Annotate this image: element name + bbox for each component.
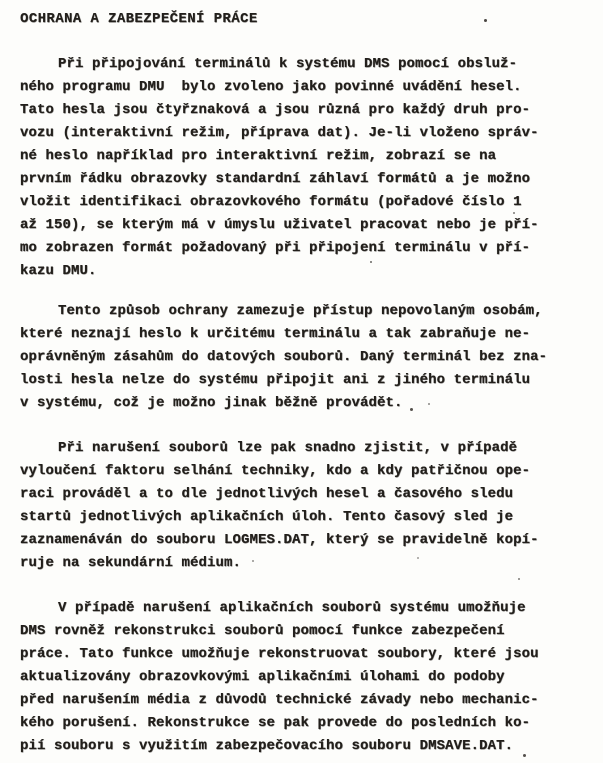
scan-speck <box>484 19 487 22</box>
text-line: V případě narušení aplikačních souborů systému umožňuje <box>58 600 526 616</box>
scan-speck <box>428 403 430 405</box>
scan-speck <box>513 212 515 214</box>
text-line: vložit identifikaci obrazovkového formátu (pořadové číslo 1 <box>20 194 522 210</box>
text-line: DMS rovněž rekonstrukci souborů pomocí funkce zabezpečení <box>20 623 505 639</box>
text-line: v systému, což je možno jinak běžně provádět. <box>20 395 403 411</box>
text-line: kazu DMU. <box>20 263 97 279</box>
text-line: né heslo například pro interaktivní režim, zobrazí se na <box>20 148 497 164</box>
scan-speck <box>410 408 413 411</box>
scan-speck <box>417 557 419 559</box>
document-title: OCHRANA A ZABEZPEČENÍ PRÁCE <box>20 11 258 27</box>
text-line: zaznamenáván do souboru LOGMES.DAT, který se pravidelně kopí- <box>20 532 539 548</box>
text-line: Tato hesla jsou čtyřznaková a jsou různá pro každý druh pro- <box>20 102 531 118</box>
text-line: vozu (interaktivní režim, příprava dat). Je-li vloženo správ- <box>20 125 539 141</box>
text-line: startů jednotlivých aplikačních úloh. Tento časový sled je <box>20 509 514 525</box>
text-line: ného programu DMU bylo zvoleno jako povinné uvádění hesel. <box>20 79 522 95</box>
paragraph-1 <box>20 53 589 283</box>
text-line: pií souboru s využitím zabezpečovacího souboru DMSAVE.DAT. <box>20 738 514 754</box>
text-line: ruje na sekundární médium. <box>20 555 242 571</box>
paragraph-4 <box>20 597 589 758</box>
scan-speck <box>518 578 520 580</box>
text-line: které neznají heslo k určitému terminálu a tak zabraňuje ne- <box>20 326 531 342</box>
text-line: práce. Tato funkce umožňuje rekonstruovat soubory, které jsou <box>20 646 539 662</box>
scan-speck <box>523 754 526 757</box>
text-line: před narušením média z důvodů technické závady nebo mechanic- <box>20 692 539 708</box>
text-line: Při připojování terminálů k systému DMS pomocí obsluž- <box>58 56 518 72</box>
text-line: až 150), se kterým má v úmyslu uživatel pracovat nebo je pří- <box>20 217 539 233</box>
paragraph-2 <box>20 300 589 415</box>
scan-speck <box>252 560 254 562</box>
text-line: losti hesla nelze do systému připojit ani z jiného terminálu <box>20 372 531 388</box>
text-line: Při narušení souborů lze pak snadno zjistit, v případě <box>58 440 518 456</box>
text-line: raci prováděl a to dle jednotlivých hesel a časového sledu <box>20 486 514 502</box>
text-line: oprávněným zásahům do datových souborů. Daný terminál bez zna- <box>20 349 548 365</box>
paragraph-3 <box>20 437 589 575</box>
text-line: aktualizovány obrazovkovými aplikačními úlohami do podoby <box>20 669 505 685</box>
text-line: Tento způsob ochrany zamezuje přístup nepovolaným osobám, <box>58 303 543 319</box>
text-line: mo zobrazen formát požadovaný při připojení terminálu v pří- <box>20 240 531 256</box>
text-line: vyloučení faktoru selhání techniky, kdo a kdy patřičnou ope- <box>20 463 531 479</box>
text-line: kého porušení. Rekonstrukce se pak provede do posledních ko- <box>20 715 531 731</box>
scan-speck <box>370 261 372 263</box>
text-line: prvním řádku obrazovky standardní záhlaví formátů a je možno <box>20 171 531 187</box>
